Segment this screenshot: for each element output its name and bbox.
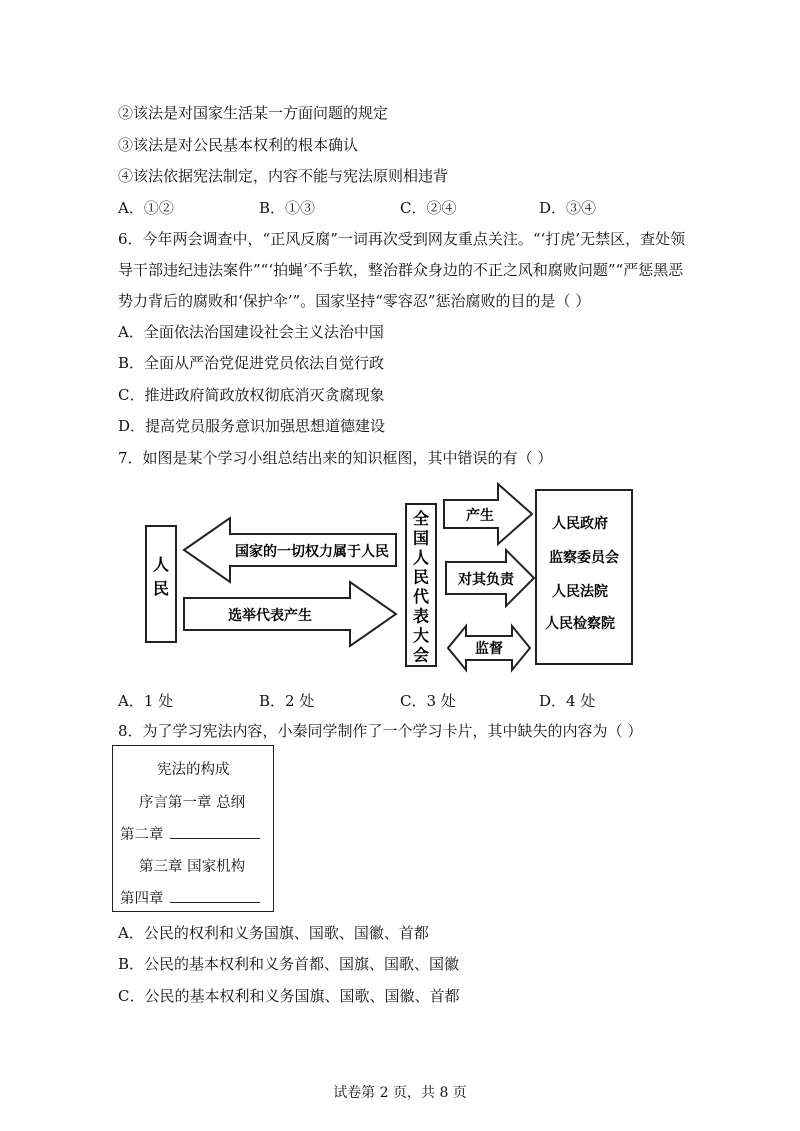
- q5-statement-3: ③该法是对公民基本权利的根本确认: [118, 136, 359, 154]
- npc-char: 大: [412, 626, 430, 645]
- organ-court: 人民法院: [552, 584, 608, 600]
- npc-char: 表: [412, 606, 430, 626]
- npc-char: 代: [412, 587, 430, 606]
- q5-option-c[interactable]: C．②④: [400, 199, 457, 217]
- q7-option-c[interactable]: C．3 处: [400, 692, 456, 710]
- organ-procuratorate: 人民检察院: [545, 616, 615, 632]
- q8-stem: 8．为了学习宪法内容，小秦同学制作了一个学习卡片，其中缺失的内容为（ ）: [118, 722, 643, 740]
- q6-option-c[interactable]: C．推进政府简政放权彻底消灭贪腐现象: [118, 386, 385, 404]
- q7-options: [118, 690, 678, 710]
- card-line-4: 第四章: [120, 887, 260, 908]
- q8-option-c[interactable]: C．公民的基本权利和义务国旗、国歌、国徽、首都: [118, 987, 460, 1005]
- q5-statement-4: ④该法依据宪法制定，内容不能与宪法原则相违背: [118, 167, 449, 185]
- q7-stem: 7．如图是某个学习小组总结出来的知识框图，其中错误的有（ ）: [118, 449, 553, 467]
- q6-option-b[interactable]: B．全面从严治党促进党员依法自觉行政: [118, 354, 385, 372]
- arrow-elect-label: 选举代表产生: [228, 608, 312, 624]
- q5-statement-2: ②该法是对国家生活某一方面问题的规定: [118, 104, 389, 122]
- npc-char: 国: [412, 528, 430, 548]
- arrow-responsible-label: 对其负责: [458, 572, 514, 588]
- npc-char: 会: [412, 645, 430, 665]
- npc-char: 人: [412, 548, 430, 567]
- q8-option-a[interactable]: A．公民的权利和义务国旗、国歌、国徽、首都: [118, 924, 429, 942]
- npc-char: 全: [412, 509, 430, 528]
- q7-option-b[interactable]: B．2 处: [259, 692, 315, 710]
- study-card: [112, 745, 274, 912]
- q8-option-b[interactable]: B．公民的基本权利和义务首都、国旗、国歌、国徽: [118, 955, 460, 973]
- q6-option-a[interactable]: A．全面依法治国建设社会主义法治中国: [118, 323, 384, 341]
- people-label-1: 人: [152, 555, 170, 574]
- arrow-supervise-label: 监督: [475, 641, 503, 657]
- card-line-1: 序言第一章 总纲: [139, 795, 246, 811]
- arrow-produce-label: 产生: [466, 508, 494, 524]
- organ-supervisory-commission: 监察委员会: [549, 550, 619, 566]
- card-blank-1: [170, 824, 260, 839]
- page-footer: 试卷第 2 页，共 8 页: [333, 1085, 467, 1101]
- knowledge-diagram: [140, 478, 640, 678]
- q5-options: [118, 197, 678, 217]
- q6-stem: 6．今年两会调查中，“正风反腐”一词再次受到网友重点关注。“‘打虎’无禁区，查处领导干部违纪违法案件”“‘拍蝇’不手软，整治群众身边的不正之风和腐败问题”“严惩黑恶势力背后的腐败和‘保护伞’”。国家坚持“零容忍”惩治腐败的目的是（ ）: [118, 230, 686, 310]
- q7-option-a[interactable]: A．1 处: [118, 692, 174, 710]
- people-label-2: 民: [152, 579, 170, 598]
- organ-government: 人民政府: [552, 516, 608, 532]
- q5-option-d[interactable]: D．③④: [539, 199, 597, 217]
- arrow-power-label: 国家的一切权力属于人民: [235, 544, 389, 560]
- q7-option-d[interactable]: D．4 处: [539, 692, 596, 710]
- q6-option-d[interactable]: D．提高党员服务意识加强思想道德建设: [118, 417, 386, 435]
- npc-label: [413, 509, 430, 665]
- q5-option-b[interactable]: B．①③: [259, 199, 316, 217]
- card-line-3: 第三章 国家机构: [139, 859, 246, 875]
- card-line-2: 第二章: [120, 823, 260, 844]
- q5-option-a[interactable]: A．①②: [118, 199, 174, 217]
- card-blank-2: [170, 888, 260, 903]
- npc-char: 民: [412, 567, 430, 587]
- card-title: 宪法的构成: [157, 762, 230, 778]
